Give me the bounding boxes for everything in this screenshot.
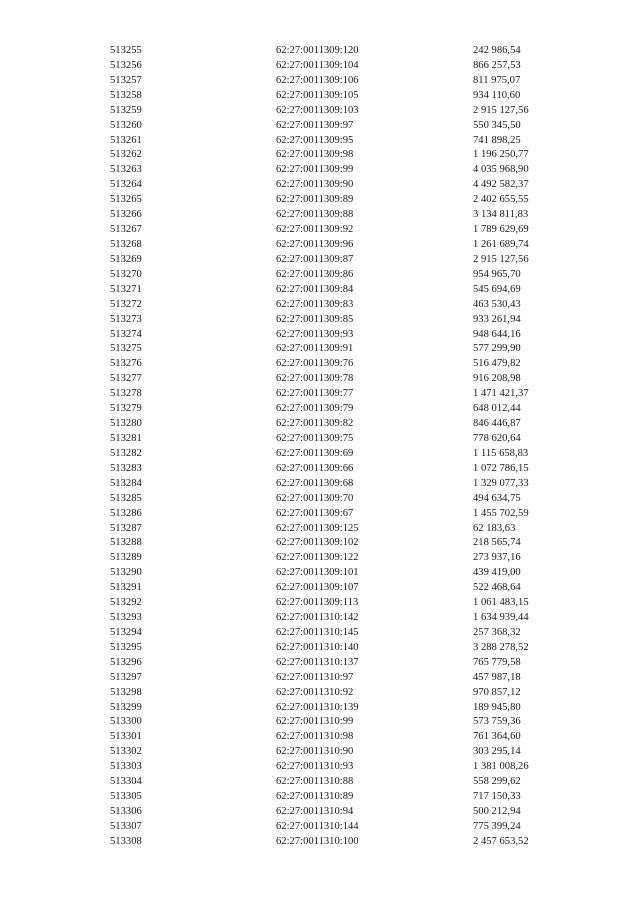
cadastral-value: 573 759,36 — [473, 716, 521, 728]
cadastral-value: 765 779,58 — [473, 656, 521, 668]
table-row — [110, 402, 593, 417]
cadastral-value: 811 975,07 — [473, 74, 521, 86]
record-number: 513284 — [110, 477, 142, 489]
table-row — [110, 298, 593, 313]
record-number: 513261 — [110, 134, 142, 146]
record-number: 513274 — [110, 328, 142, 340]
cadastral-number: 62:27:0011310:88 — [276, 776, 354, 788]
cadastral-value: 439 419,00 — [473, 567, 521, 579]
cadastral-number: 62:27:0011309:83 — [276, 298, 354, 310]
cadastral-number: 62:27:0011309:85 — [276, 313, 354, 325]
table-row — [110, 656, 593, 671]
record-number: 513270 — [110, 268, 142, 280]
cadastral-value: 933 261,94 — [473, 313, 521, 325]
table-row — [110, 74, 593, 89]
cadastral-number: 62:27:0011309:90 — [276, 179, 354, 191]
record-number: 513293 — [110, 612, 142, 624]
cadastral-number: 62:27:0011309:88 — [276, 209, 354, 221]
cadastral-number: 62:27:0011309:101 — [276, 567, 359, 579]
cadastral-number: 62:27:0011310:139 — [276, 701, 359, 713]
table-row — [110, 193, 593, 208]
cadastral-value: 457 987,18 — [473, 671, 521, 683]
cadastral-number: 62:27:0011310:90 — [276, 746, 354, 758]
cadastral-number: 62:27:0011309:68 — [276, 477, 354, 489]
table-row — [110, 253, 593, 268]
record-number: 513262 — [110, 149, 142, 161]
cadastral-number: 62:27:0011310:99 — [276, 716, 354, 728]
record-number: 513296 — [110, 656, 142, 668]
cadastral-value: 545 694,69 — [473, 283, 521, 295]
table-row — [110, 387, 593, 402]
cadastral-value: 970 857,12 — [473, 686, 521, 698]
table-row — [110, 238, 593, 253]
cadastral-value: 3 134 811,83 — [473, 209, 529, 221]
record-number: 513308 — [110, 835, 142, 847]
table-row — [110, 820, 593, 835]
cadastral-value: 273 937,16 — [473, 552, 521, 564]
table-row — [110, 104, 593, 119]
table-row — [110, 432, 593, 447]
table-row — [110, 119, 593, 134]
cadastral-number: 62:27:0011309:91 — [276, 343, 354, 355]
cadastral-number: 62:27:0011309:102 — [276, 537, 359, 549]
record-number: 513304 — [110, 776, 142, 788]
cadastral-value: 761 364,60 — [473, 731, 521, 743]
record-number: 513273 — [110, 313, 142, 325]
record-number: 513306 — [110, 806, 142, 818]
table-row — [110, 686, 593, 701]
record-number: 513289 — [110, 552, 142, 564]
table-row — [110, 313, 593, 328]
cadastral-number: 62:27:0011309:67 — [276, 507, 354, 519]
record-number: 513283 — [110, 462, 142, 474]
cadastral-value: 218 565,74 — [473, 537, 521, 549]
record-number: 513257 — [110, 74, 142, 86]
table-row — [110, 775, 593, 790]
cadastral-value: 558 299,62 — [473, 776, 521, 788]
cadastral-value: 577 299,90 — [473, 343, 521, 355]
cadastral-value: 1 789 629,69 — [473, 224, 529, 236]
table-row — [110, 268, 593, 283]
table-row — [110, 641, 593, 656]
table-row — [110, 447, 593, 462]
cadastral-number: 62:27:0011310:98 — [276, 731, 354, 743]
table-row — [110, 805, 593, 820]
table-row — [110, 745, 593, 760]
cadastral-number: 62:27:0011309:87 — [276, 253, 354, 265]
record-number: 513292 — [110, 597, 142, 609]
table-row — [110, 671, 593, 686]
cadastral-value: 1 329 077,33 — [473, 477, 529, 489]
cadastral-number: 62:27:0011309:79 — [276, 403, 354, 415]
table-row — [110, 283, 593, 298]
cadastral-value: 1 634 939,44 — [473, 612, 529, 624]
table-row — [110, 492, 593, 507]
record-number: 513272 — [110, 298, 142, 310]
cadastral-value: 1 072 786,15 — [473, 462, 529, 474]
record-number: 513300 — [110, 716, 142, 728]
table-row — [110, 342, 593, 357]
cadastral-number: 62:27:0011309:103 — [276, 104, 359, 116]
cadastral-value: 916 208,98 — [473, 373, 521, 385]
table-row — [110, 417, 593, 432]
cadastral-number: 62:27:0011310:142 — [276, 612, 359, 624]
cadastral-number: 62:27:0011309:86 — [276, 268, 354, 280]
table-row — [110, 507, 593, 522]
cadastral-value: 948 644,16 — [473, 328, 521, 340]
cadastral-number: 62:27:0011310:89 — [276, 791, 354, 803]
cadastral-number: 62:27:0011310:140 — [276, 641, 359, 653]
cadastral-number: 62:27:0011309:78 — [276, 373, 354, 385]
table-row — [110, 566, 593, 581]
record-number: 513268 — [110, 238, 142, 250]
record-number: 513277 — [110, 373, 142, 385]
record-number: 513278 — [110, 388, 142, 400]
cadastral-value-table — [110, 44, 593, 850]
cadastral-number: 62:27:0011309:105 — [276, 89, 359, 101]
cadastral-value: 2 457 653,52 — [473, 835, 529, 847]
record-number: 513260 — [110, 119, 142, 131]
record-number: 513294 — [110, 626, 142, 638]
cadastral-value: 463 530,43 — [473, 298, 521, 310]
cadastral-value: 1 196 250,77 — [473, 149, 529, 161]
table-row — [110, 611, 593, 626]
record-number: 513279 — [110, 403, 142, 415]
table-row — [110, 626, 593, 641]
table-row — [110, 44, 593, 59]
record-number: 513269 — [110, 253, 142, 265]
cadastral-number: 62:27:0011309:76 — [276, 358, 354, 370]
record-number: 513255 — [110, 45, 142, 56]
cadastral-value: 1 381 008,26 — [473, 761, 529, 773]
record-number: 513307 — [110, 820, 142, 832]
cadastral-value: 500 212,94 — [473, 806, 521, 818]
cadastral-value: 775 399,24 — [473, 820, 521, 832]
cadastral-number: 62:27:0011309:120 — [276, 45, 359, 56]
table-row — [110, 581, 593, 596]
cadastral-value: 522 468,64 — [473, 582, 521, 594]
cadastral-number: 62:27:0011310:97 — [276, 671, 354, 683]
cadastral-number: 62:27:0011309:104 — [276, 59, 359, 71]
cadastral-value: 741 898,25 — [473, 134, 521, 146]
table-row — [110, 208, 593, 223]
cadastral-number: 62:27:0011310:93 — [276, 761, 354, 773]
cadastral-number: 62:27:0011310:144 — [276, 820, 359, 832]
cadastral-value: 3 288 278,52 — [473, 641, 529, 653]
cadastral-number: 62:27:0011309:122 — [276, 552, 359, 564]
record-number: 513275 — [110, 343, 142, 355]
cadastral-number: 62:27:0011309:106 — [276, 74, 359, 86]
cadastral-number: 62:27:0011310:137 — [276, 656, 359, 668]
table-row — [110, 462, 593, 477]
cadastral-number: 62:27:0011309:82 — [276, 418, 354, 430]
cadastral-value: 954 965,70 — [473, 268, 521, 280]
cadastral-value: 1 471 421,37 — [473, 388, 529, 400]
record-number: 513282 — [110, 447, 142, 459]
record-number: 513301 — [110, 731, 142, 743]
cadastral-number: 62:27:0011309:84 — [276, 283, 354, 295]
cadastral-value: 846 446,87 — [473, 418, 521, 430]
cadastral-value: 2 915 127,56 — [473, 104, 529, 116]
cadastral-value: 257 368,32 — [473, 626, 521, 638]
cadastral-value: 4 035 968,90 — [473, 164, 529, 176]
cadastral-number: 62:27:0011309:66 — [276, 462, 354, 474]
record-number: 513290 — [110, 567, 142, 579]
cadastral-number: 62:27:0011309:70 — [276, 492, 354, 504]
cadastral-value: 2 402 655,55 — [473, 194, 529, 206]
table-row — [110, 790, 593, 805]
cadastral-value: 516 479,82 — [473, 358, 521, 370]
record-number: 513287 — [110, 522, 142, 534]
record-number: 513280 — [110, 418, 142, 430]
table-row — [110, 760, 593, 775]
cadastral-value: 4 492 582,37 — [473, 179, 529, 191]
cadastral-number: 62:27:0011309:125 — [276, 522, 359, 534]
record-number: 513299 — [110, 701, 142, 713]
cadastral-value: 934 110,60 — [473, 89, 521, 101]
cadastral-value: 1 061 483,15 — [473, 597, 529, 609]
record-number: 513267 — [110, 224, 142, 236]
record-number: 513276 — [110, 358, 142, 370]
cadastral-value: 494 634,75 — [473, 492, 521, 504]
cadastral-value: 648 012,44 — [473, 403, 521, 415]
record-number: 513303 — [110, 761, 142, 773]
table-row — [110, 223, 593, 238]
cadastral-value: 62 183,63 — [473, 522, 516, 534]
cadastral-value: 778 620,64 — [473, 432, 521, 444]
table-row — [110, 596, 593, 611]
cadastral-value: 866 257,53 — [473, 59, 521, 71]
cadastral-value: 1 261 689,74 — [473, 238, 529, 250]
record-number: 513258 — [110, 89, 142, 101]
cadastral-value: 717 150,33 — [473, 791, 521, 803]
cadastral-number: 62:27:0011309:96 — [276, 238, 354, 250]
cadastral-number: 62:27:0011309:99 — [276, 164, 354, 176]
cadastral-number: 62:27:0011309:98 — [276, 149, 354, 161]
cadastral-number: 62:27:0011309:93 — [276, 328, 354, 340]
cadastral-number: 62:27:0011309:69 — [276, 447, 354, 459]
record-number: 513305 — [110, 791, 142, 803]
cadastral-number: 62:27:0011309:89 — [276, 194, 354, 206]
table-row — [110, 701, 593, 716]
record-number: 513263 — [110, 164, 142, 176]
record-number: 513291 — [110, 582, 142, 594]
cadastral-value: 1 115 658,83 — [473, 447, 529, 459]
table-row — [110, 357, 593, 372]
cadastral-number: 62:27:0011310:94 — [276, 806, 354, 818]
record-number: 513281 — [110, 432, 142, 444]
record-number: 513265 — [110, 194, 142, 206]
record-number: 513264 — [110, 179, 142, 191]
record-number: 513288 — [110, 537, 142, 549]
record-number: 513271 — [110, 283, 142, 295]
record-number: 513286 — [110, 507, 142, 519]
cadastral-number: 62:27:0011309:92 — [276, 224, 354, 236]
cadastral-number: 62:27:0011309:95 — [276, 134, 354, 146]
cadastral-value: 189 945,80 — [473, 701, 521, 713]
cadastral-number: 62:27:0011310:92 — [276, 686, 354, 698]
table-row — [110, 551, 593, 566]
table-row — [110, 522, 593, 537]
cadastral-value: 1 455 702,59 — [473, 507, 529, 519]
table-row — [110, 372, 593, 387]
record-number: 513297 — [110, 671, 142, 683]
table-row — [110, 730, 593, 745]
record-number: 513266 — [110, 209, 142, 221]
table-row — [110, 89, 593, 104]
table-row — [110, 134, 593, 149]
cadastral-number: 62:27:0011309:97 — [276, 119, 354, 131]
table-row — [110, 163, 593, 178]
table-row — [110, 835, 593, 850]
cadastral-number: 62:27:0011309:75 — [276, 432, 354, 444]
cadastral-number: 62:27:0011310:100 — [276, 835, 359, 847]
table-row — [110, 715, 593, 730]
table-row — [110, 178, 593, 193]
cadastral-value: 242 986,54 — [473, 45, 521, 56]
cadastral-value: 550 345,50 — [473, 119, 521, 131]
record-number: 513302 — [110, 746, 142, 758]
cadastral-value: 303 295,14 — [473, 746, 521, 758]
cadastral-value: 2 915 127,56 — [473, 253, 529, 265]
table-row — [110, 59, 593, 74]
table-row — [110, 477, 593, 492]
cadastral-number: 62:27:0011309:107 — [276, 582, 359, 594]
cadastral-number: 62:27:0011309:113 — [276, 597, 359, 609]
record-number: 513256 — [110, 59, 142, 71]
record-number: 513295 — [110, 641, 142, 653]
record-number: 513259 — [110, 104, 142, 116]
table-row — [110, 328, 593, 343]
cadastral-number: 62:27:0011310:145 — [276, 626, 359, 638]
table-row — [110, 536, 593, 551]
table-row — [110, 148, 593, 163]
cadastral-number: 62:27:0011309:77 — [276, 388, 354, 400]
record-number: 513285 — [110, 492, 142, 504]
record-number: 513298 — [110, 686, 142, 698]
